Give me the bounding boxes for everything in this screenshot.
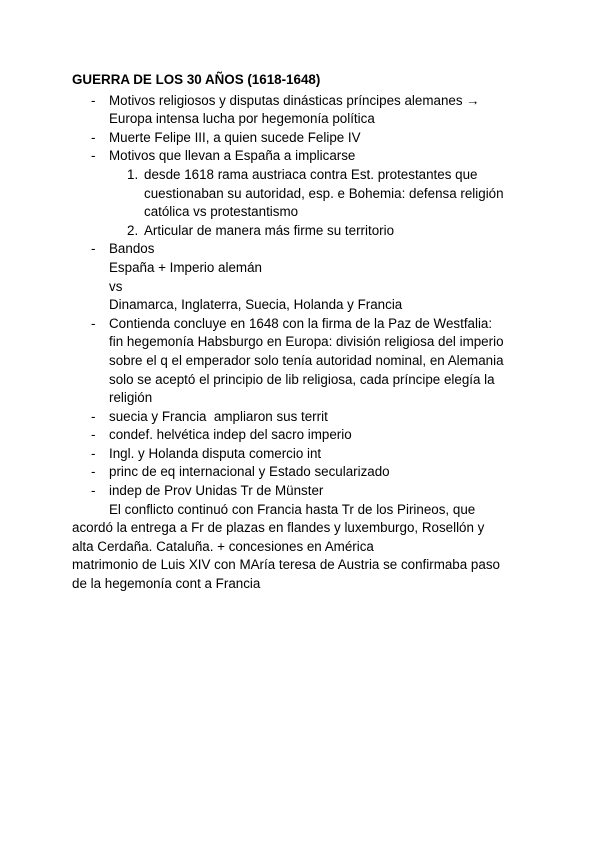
numbered-text: católica vs protestantismo	[144, 204, 299, 220]
document-title: GUERRA DE LOS 30 AÑOS (1618-1648)	[72, 72, 321, 87]
bullet-item	[72, 147, 532, 166]
bullet-item	[72, 240, 532, 259]
bullet-dash: -	[91, 241, 96, 257]
paragraph-line: de la hegemonía cont a Francia	[72, 576, 261, 592]
numbered-item	[72, 222, 532, 241]
bullet-text: fin hegemonía Habsburgo en Europa: división religiosa del imperio	[109, 334, 504, 350]
numbered-text: desde 1618 rama austriaca contra Est. protestantes que	[144, 166, 478, 182]
bullet-text: Motivos religiosos y disputas dinásticas príncipes alemanes →	[109, 92, 480, 108]
paragraph-line: acordó la entrega a Fr de plazas en flandes y luxemburgo, Rosellón y	[72, 520, 485, 536]
document-body	[72, 71, 532, 594]
list-number: 1.	[127, 166, 139, 182]
list-number: 2.	[127, 222, 139, 238]
paragraph-line: matrimonio de Luis XIV con MAría teresa de Austria se confirmaba paso	[72, 557, 500, 573]
bullet-dash: -	[91, 445, 96, 461]
bullet-item	[72, 129, 532, 148]
bullet-item	[72, 463, 532, 482]
bullet-dash: -	[91, 92, 96, 108]
bullet-text: suecia y Francia ampliaron sus territ	[109, 408, 328, 424]
bullet-dash: -	[91, 427, 96, 443]
bullet-item	[72, 315, 532, 408]
conclusion-paragraph	[72, 501, 532, 594]
bullet-dash: -	[91, 129, 96, 145]
bullet-item	[72, 408, 532, 427]
bullet-item	[72, 92, 532, 129]
paragraph-line: El conflicto continuó con Francia hasta Tr de los Pirineos, que	[109, 501, 476, 517]
bullet-dash: -	[91, 464, 96, 480]
bullet-dash: -	[91, 408, 96, 424]
bullet-item	[72, 482, 532, 501]
bandos-block	[72, 259, 532, 315]
paragraph-line: alta Cerdaña. Cataluña. + concesiones en América	[72, 538, 374, 554]
bullet-item	[72, 445, 532, 464]
bullet-text: Bandos	[109, 241, 155, 257]
bullet-dash: -	[91, 483, 96, 499]
bullet-text: Muerte Felipe III, a quien sucede Felipe IV	[109, 129, 361, 145]
bullet-item	[72, 426, 532, 445]
bullet-text: indep de Prov Unidas Tr de Münster	[109, 483, 324, 499]
bandos-line: vs	[109, 278, 123, 294]
bullet-text: solo se aceptó el principio de lib religiosa, cada príncipe elegía la	[109, 371, 495, 387]
bandos-line: Dinamarca, Inglaterra, Suecia, Holanda y Francia	[109, 297, 403, 313]
bullet-text: princ de eq internacional y Estado secularizado	[109, 464, 390, 480]
numbered-text: Articular de manera más firme su territorio	[144, 222, 395, 238]
bullet-text: religión	[109, 390, 153, 406]
bullet-text: Europa intensa lucha por hegemonía política	[109, 111, 375, 127]
numbered-text: cuestionaban su autoridad, esp. e Bohemia: defensa religión	[144, 185, 504, 201]
bullet-text: Contienda concluye en 1648 con la firma de la Paz de Westfalia:	[109, 315, 493, 331]
bullet-dash: -	[91, 315, 96, 331]
bullet-text: condef. helvética indep del sacro imperio	[109, 427, 352, 443]
bullet-text: Motivos que llevan a España a implicarse	[109, 148, 356, 164]
bullet-dash: -	[91, 148, 96, 164]
bandos-line: España + Imperio alemán	[109, 259, 262, 275]
bullet-text: sobre el q el emperador solo tenía autoridad nominal, en Alemania	[109, 352, 504, 368]
bullet-text: Ingl. y Holanda disputa comercio int	[109, 445, 322, 461]
numbered-item	[72, 166, 532, 222]
